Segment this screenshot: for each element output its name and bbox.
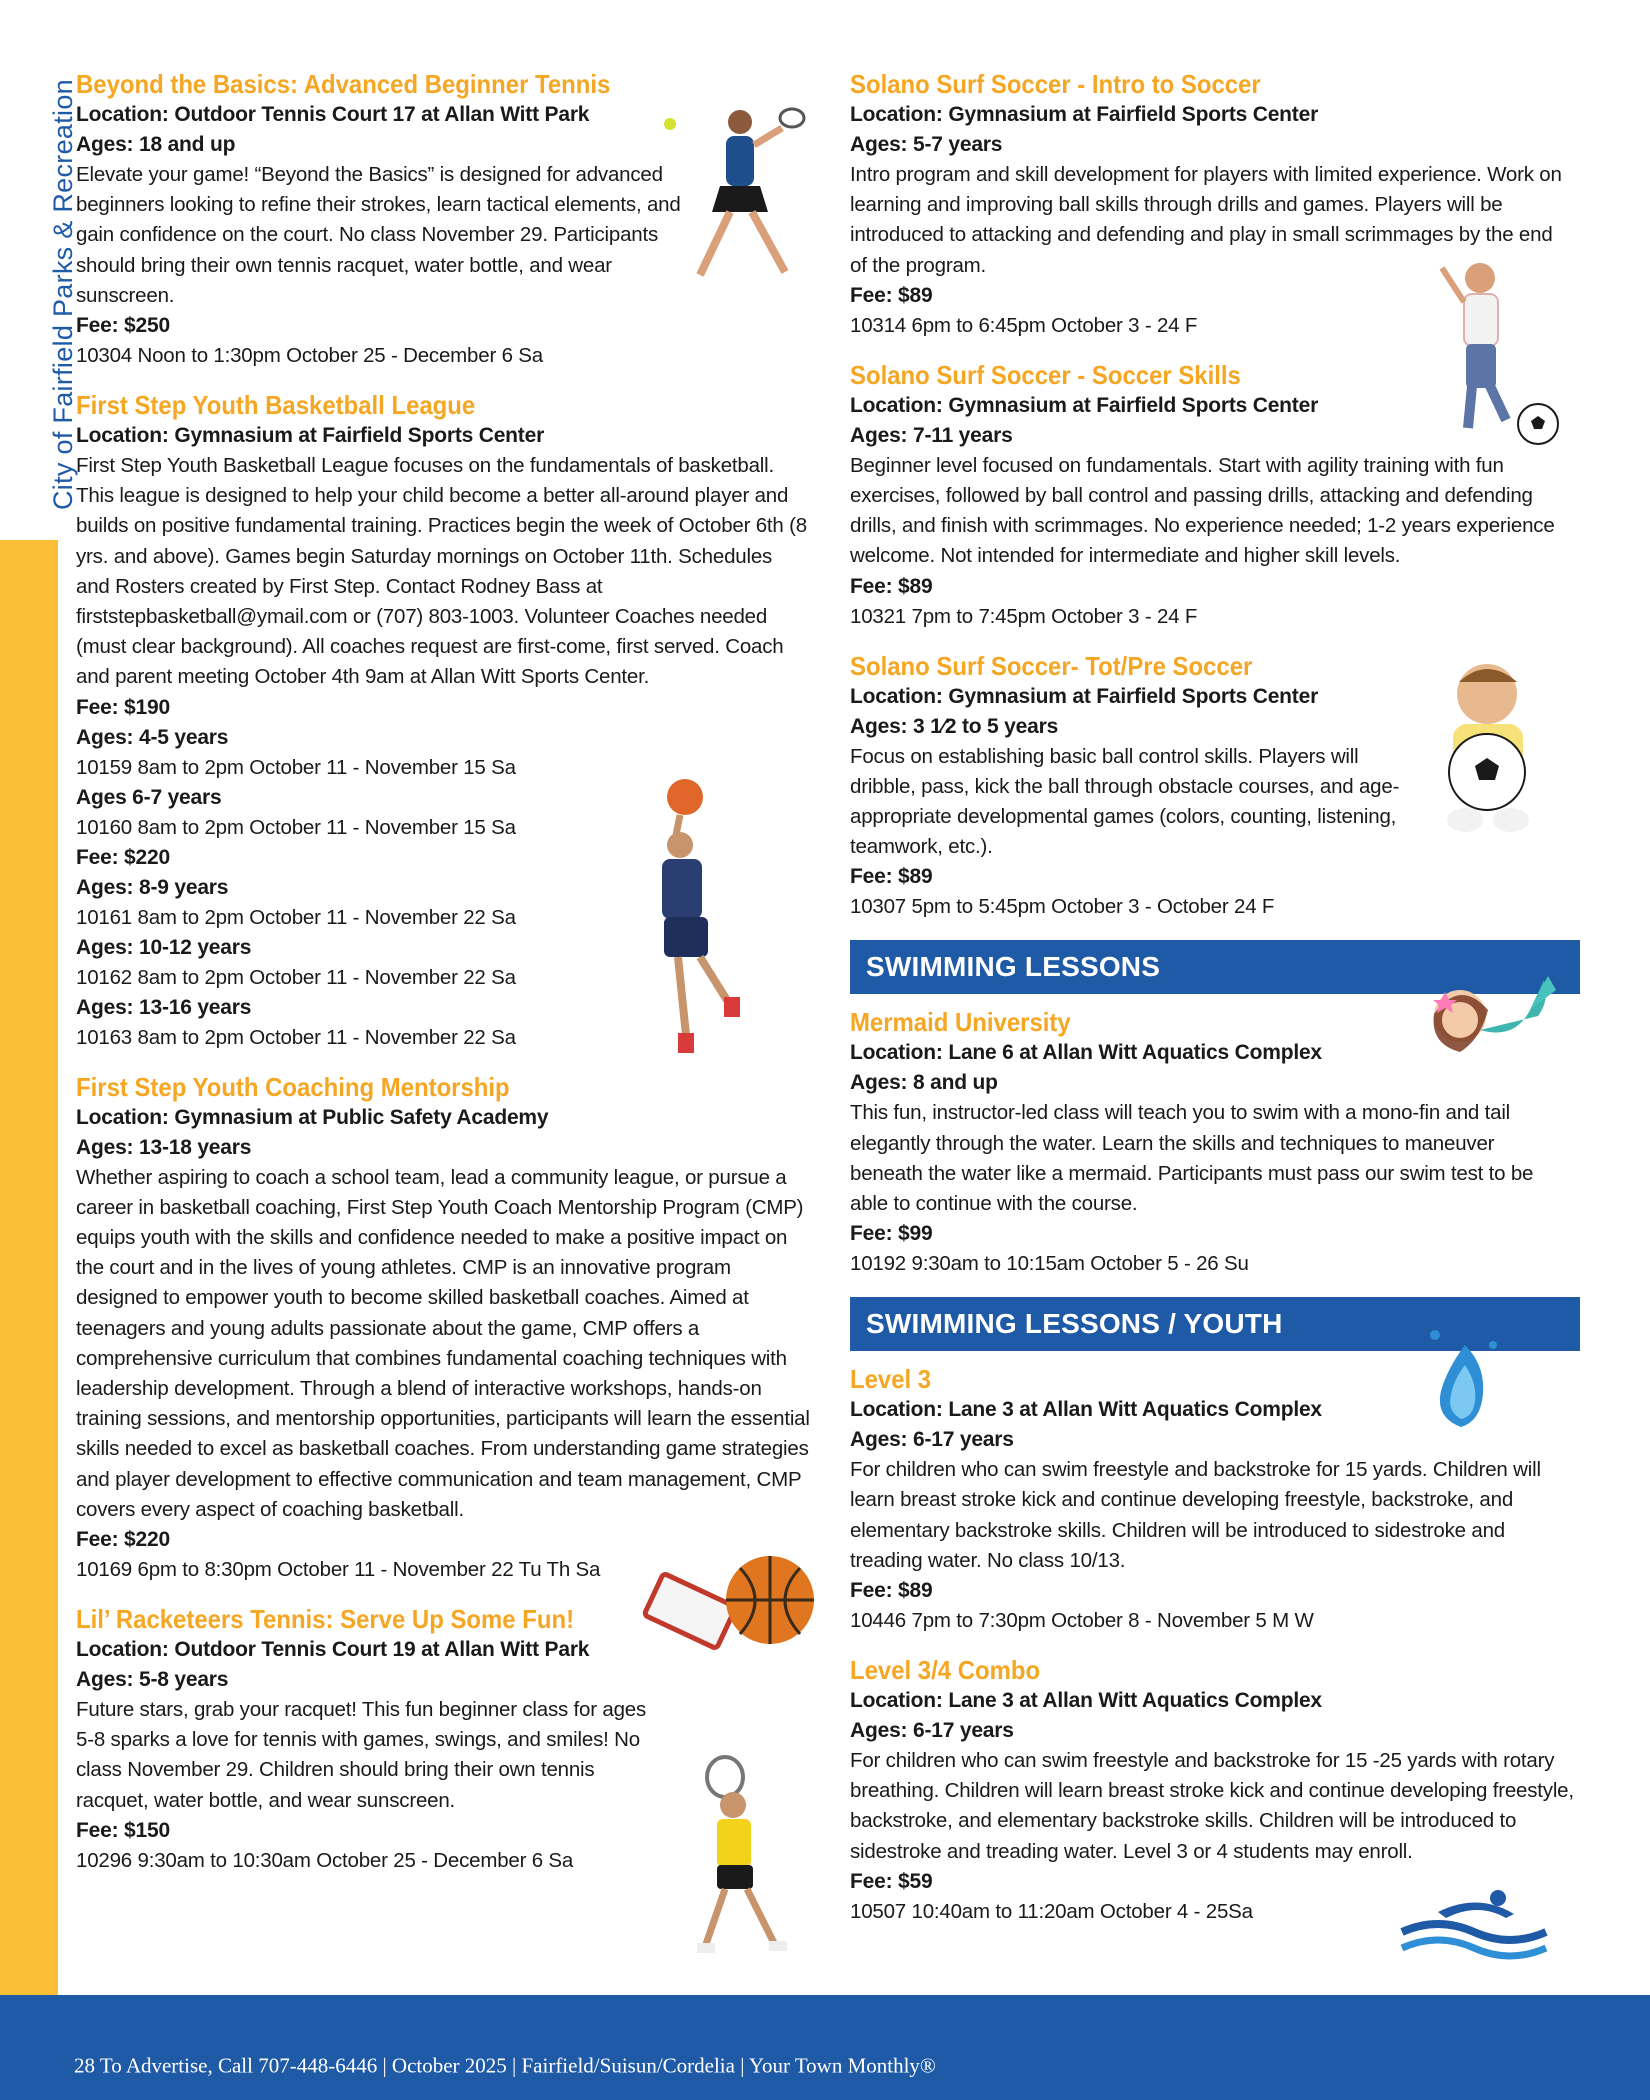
section-header-swimming: SWIMMING LESSONS	[850, 940, 1580, 994]
program-fee: Fee: $250	[76, 314, 170, 338]
program-ages: Ages: 8 and up	[850, 1071, 998, 1095]
program-description: Whether aspiring to coach a school team, lead a community league, or pursue a career in basketball coaching, First Step Youth Coach Mentorship Program (CMP) equips youth with the skills and confidence needed to make a positive impact on the court and in the lives of young athletes. CMP is an innovative program designed to empower youth to become skilled basketball coaches. Aimed at teenagers and young adults passionate about the game, CMP offers a comprehensive curriculum that combines fundamental coaching techniques with leadership development. Through a blend of interactive workshops, hands-on training sessions, and mentorship opportunities, participants will learn the essential skills needed to excel as basketball coaches. From understanding game strategies and player development to effective communication and team management, CMP covers every aspect of coaching basketball.	[76, 1165, 810, 1521]
program-ages: Ages: 18 and up	[76, 133, 236, 156]
program-fee: Fee: $89	[850, 283, 933, 307]
program-fee: Fee: $59	[850, 1869, 933, 1893]
program-fee: Fee: $190	[76, 695, 170, 719]
program-description: Beginner level focused on fundamentals. Start with agility training with fun exercises, followed by ball control and passing drills, attacking and defending drills, and finish with scrimmages. No experience needed; 1-2 years experience welcome. Not intended for intermediate and higher skill levels.	[850, 453, 1555, 568]
program-ages: Ages: 13-16 years	[76, 995, 252, 1019]
sidebar-label: City of Fairfield Parks & Recreation	[48, 79, 78, 510]
program-location: Location: Gymnasium at Public Safety Academy	[76, 1105, 549, 1129]
swimmer-icon	[1398, 1880, 1550, 1960]
program-ages: Ages: 5-8 years	[76, 1668, 229, 1692]
program-location: Location: Gymnasium at Fairfield Sports Center	[850, 393, 1319, 417]
program-fee: Fee: $220	[76, 1528, 170, 1552]
program-fee: Fee: $89	[850, 865, 933, 889]
toddler-soccer-ball-icon	[1425, 660, 1555, 845]
program-fee: Fee: $89	[850, 1579, 933, 1603]
program-description: Intro program and skill development for players with limited experience. Work on learning and improving ball skills through drills and games. Players will be introduced to attacking and defending and play in small scrimmages by the end of the program.	[850, 163, 1562, 277]
program-ages: Ages: 8-9 years	[76, 875, 229, 899]
program-ages: Ages: 3 1⁄2 to 5 years	[850, 714, 1059, 738]
program-location: Location: Gymnasium at Fairfield Sports Center	[850, 684, 1319, 708]
program-ages: Ages: 6-17 years	[850, 1428, 1014, 1452]
program-description: For children who can swim freestyle and backstroke for 15 -25 yards with rotary breathing. Children will learn breast stroke kick and continue developing freestyle, backstroke, and elementary backstroke skills. Children will be introduced to sidestroke and treading water. Level 3 or 4 students may enroll.	[850, 1749, 1574, 1863]
program-ages: Ages: 6-17 years	[850, 1719, 1014, 1743]
mermaid-icon	[1420, 970, 1560, 1070]
program-title: Solano Surf Soccer - Soccer Skills	[850, 359, 1241, 390]
clipboard-basketball-icon	[640, 1548, 820, 1668]
program-title: Solano Surf Soccer- Tot/Pre Soccer	[850, 650, 1253, 681]
program-session: 10307 5pm to 5:45pm October 3 - October 24 F	[850, 895, 1275, 919]
program-fee: Fee: $99	[850, 1222, 933, 1246]
program-title: Level 3	[850, 1364, 932, 1395]
program-description: First Step Youth Basketball League focuses on the fundamentals of basketball. This league is designed to help your child become a better all-around player and builds on positive fundamental training. Practices begin the week of October 6th (8 yrs. and above). Games begin Saturday mornings on October 11th. Schedules and Rosters created by First Step. Contact Rodney Bass at firststepbasketball@ymail.com or (707) 803-1003. Volunteer Coaches needed (must clear background). All coaches request are first-come, first served. Coach and parent meeting October 4th 9am at Allan Witt Sports Center.	[76, 454, 807, 689]
program-title: Beyond the Basics: Advanced Beginner Tennis	[76, 69, 611, 99]
program-ages: Ages: 5-7 years	[850, 133, 1003, 156]
program-session: 10507 10:40am to 11:20am October 4 - 25Sa	[850, 1899, 1253, 1923]
child-soccer-player-icon	[1430, 258, 1560, 448]
program-location: Location: Outdoor Tennis Court 17 at Allan Witt Park	[76, 103, 590, 126]
program-session: 10162 8am to 2pm October 11 - November 22 Sa	[76, 965, 516, 989]
program-title: First Step Youth Coaching Mentorship	[76, 1071, 510, 1102]
program-description: Future stars, grab your racquet! This fun beginner class for ages 5-8 sparks a love for tennis with games, swings, and smiles! No class November 29. Children should bring their own tennis racquet, water bottle, and wear sunscreen.	[76, 1698, 647, 1812]
program-fee: Fee: $150	[76, 1818, 170, 1842]
program-title: First Step Youth Basketball League	[76, 390, 476, 421]
program-session: 10161 8am to 2pm October 11 - November 22 Sa	[76, 905, 516, 929]
program-session: 10446 7pm to 7:30pm October 8 - November 5 M W	[850, 1609, 1314, 1633]
program-fee: Fee: $220	[76, 845, 170, 869]
program-description: This fun, instructor-led class will teach you to swim with a mono-fin and tail elegantly through the water. Learn the skills and techniques to maneuver beneath the water like a mermaid. Participants must pass our swim test to be able to continue with the course.	[850, 1101, 1534, 1216]
footer-text: 28 To Advertise, Call 707-448-6446 | October 2025 | Fairfield/Suisun/Cordelia | Your Town Monthly®	[74, 2053, 936, 2078]
program-location: Location: Gymnasium at Fairfield Sports Center	[850, 103, 1319, 126]
program-title: Solano Surf Soccer - Intro to Soccer	[850, 69, 1261, 99]
program-ages: Ages: 10-12 years	[76, 935, 252, 959]
program-ages: Ages: 13-18 years	[76, 1135, 252, 1159]
program-session: 10321 7pm to 7:45pm October 3 - 24 F	[850, 604, 1198, 628]
program-session: 10163 8am to 2pm October 11 - November 22 Sa	[76, 1025, 516, 1049]
program-location: Location: Outdoor Tennis Court 19 at Allan Witt Park	[76, 1638, 590, 1662]
program-session: 10314 6pm to 6:45pm October 3 - 24 F	[850, 313, 1198, 337]
program-coaching-mentorship	[76, 1071, 816, 1585]
tennis-player-icon	[670, 100, 810, 300]
program-title: Lil’ Racketeers Tennis: Serve Up Some Fun!	[76, 1604, 575, 1635]
program-ages: Ages: 7-11 years	[850, 423, 1013, 447]
program-location: Location: Lane 3 at Allan Witt Aquatics Complex	[850, 1689, 1322, 1713]
program-title: Mermaid University	[850, 1007, 1071, 1038]
program-description: Focus on establishing basic ball control skills. Players will dribble, pass, kick the ball through obstacle courses, and age-appropriate developmental games (colors, counting, listening, teamwork, etc.).	[850, 744, 1400, 859]
water-splash-icon	[1425, 1325, 1505, 1435]
program-ages: Ages: 4-5 years	[76, 725, 229, 749]
program-session: 10160 8am to 2pm October 11 - November 15 Sa	[76, 815, 516, 839]
program-session: 10296 9:30am to 10:30am October 25 - December 6 Sa	[76, 1848, 574, 1872]
program-session: 10304 Noon to 1:30pm October 25 - December 6 Sa	[76, 344, 543, 368]
basketball-player-icon	[640, 775, 760, 1080]
program-session: 10169 6pm to 8:30pm October 11 - November 22 Tu Th Sa	[76, 1558, 601, 1582]
kid-tennis-player-icon	[675, 1755, 815, 1965]
program-location: Location: Gymnasium at Fairfield Sports Center	[76, 424, 545, 448]
tennis-ball-icon	[662, 116, 678, 132]
section-header-swimming-youth: SWIMMING LESSONS / YOUTH	[850, 1297, 1580, 1351]
program-location: Location: Lane 6 at Allan Witt Aquatics Complex	[850, 1041, 1322, 1065]
program-location: Location: Lane 3 at Allan Witt Aquatics Complex	[850, 1398, 1322, 1422]
program-fee: Fee: $89	[850, 574, 933, 598]
program-session: 10192 9:30am to 10:15am October 5 - 26 Su	[850, 1252, 1249, 1276]
program-ages: Ages 6-7 years	[76, 785, 222, 809]
program-title: Level 3/4 Combo	[850, 1655, 1041, 1686]
program-description: Elevate your game! “Beyond the Basics” is designed for advanced beginners looking to refine their strokes, learn tactical elements, and gain confidence on the court. No class November 29. Participants should bring their own tennis racquet, water bottle, and wear sunscreen.	[76, 163, 681, 307]
program-description: For children who can swim freestyle and backstroke for 15 yards. Children will learn breast stroke kick and continue developing freestyle, backstroke, and elementary backstroke skills. Children will be introduced to sidestroke and treading water. No class 10/13.	[850, 1458, 1541, 1572]
footer-bar	[0, 1995, 1650, 2100]
program-session: 10159 8am to 2pm October 11 - November 15 Sa	[76, 755, 516, 779]
